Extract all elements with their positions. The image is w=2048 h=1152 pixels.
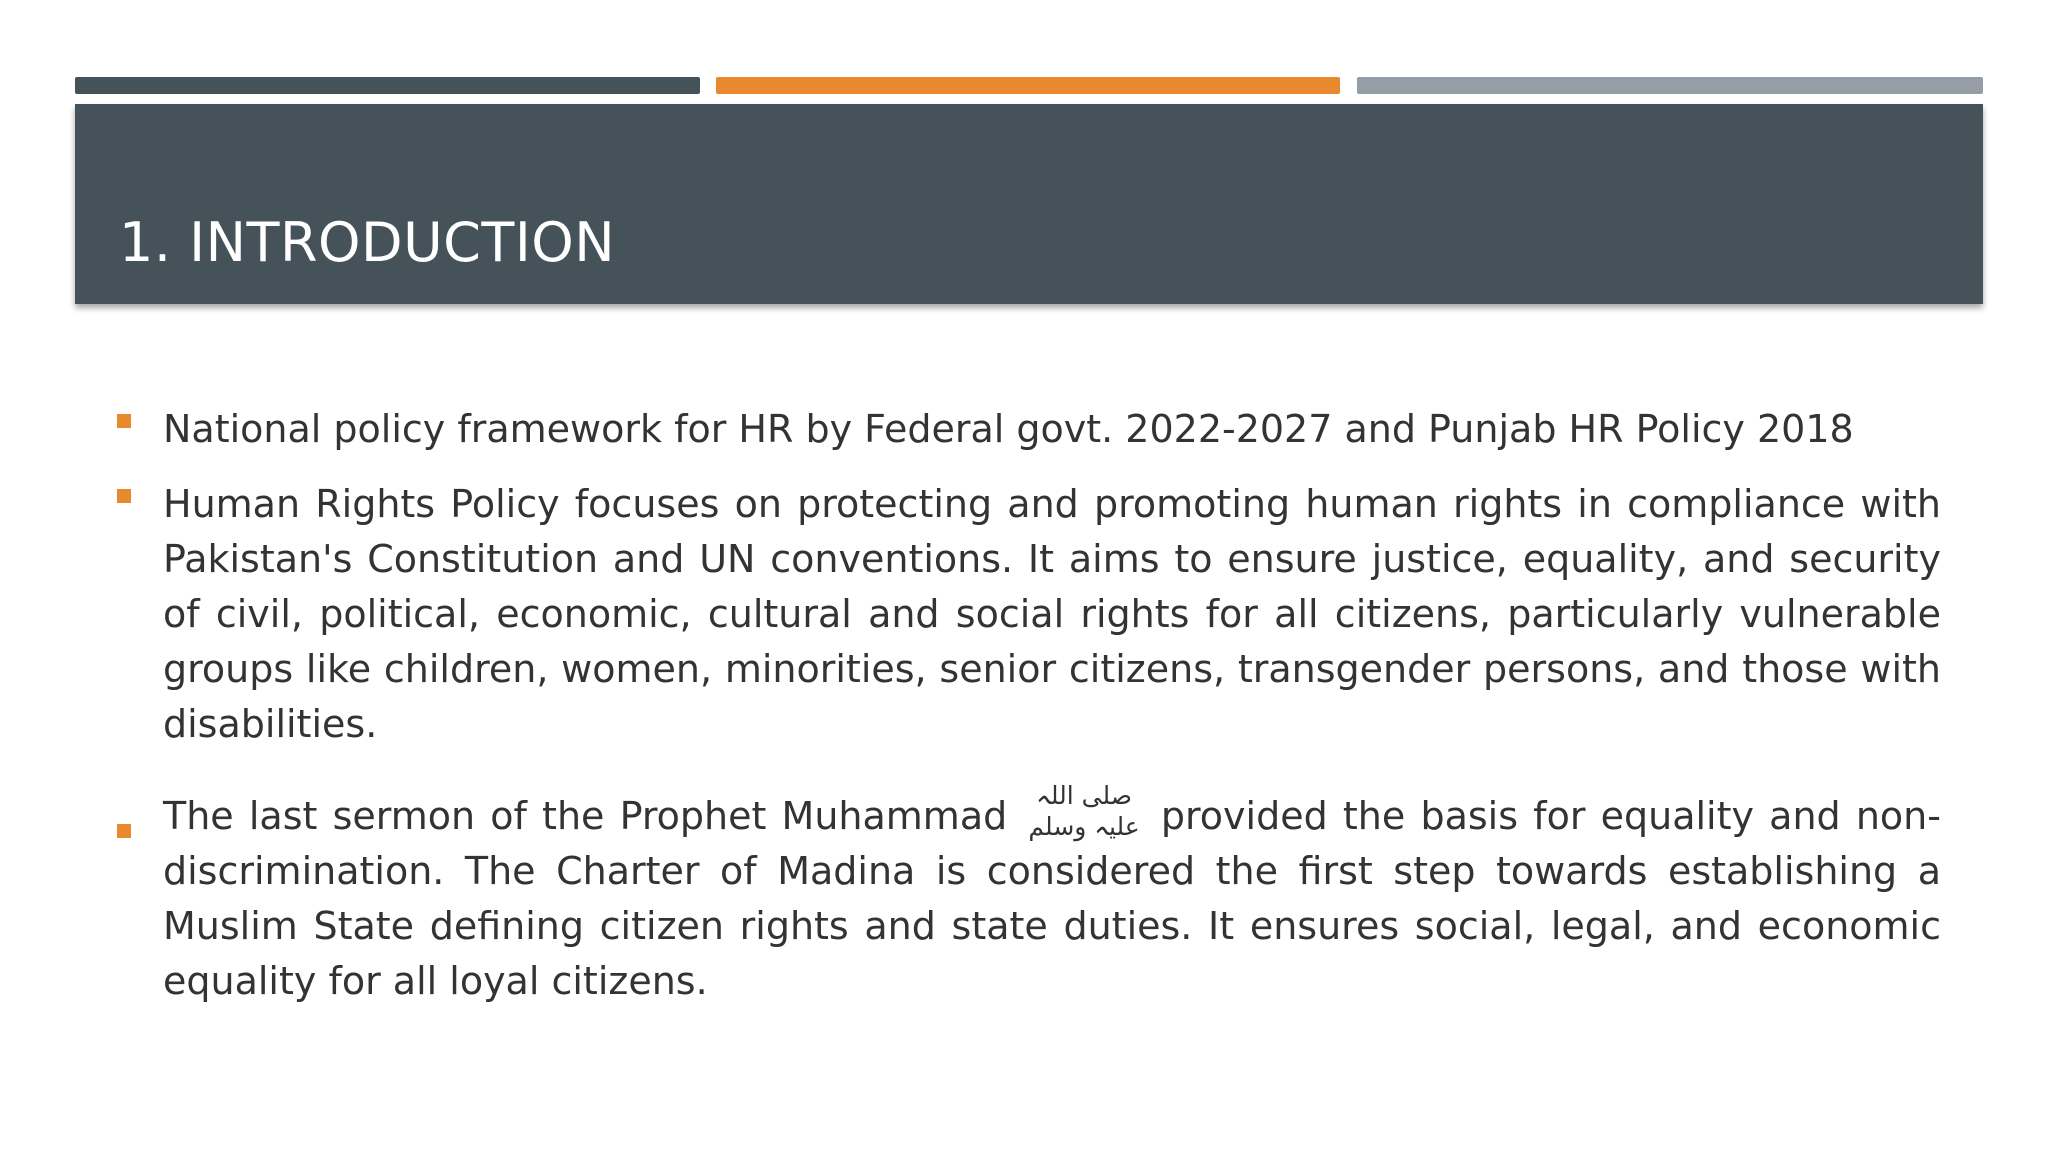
title-banner	[75, 104, 1983, 304]
bullet-item	[115, 402, 1941, 457]
square-bullet-icon	[117, 414, 131, 428]
honorific-top: صلی اللہ	[1036, 781, 1132, 810]
honorific-text	[1028, 780, 1139, 842]
honorific-bottom: علیہ وسلم	[1028, 812, 1140, 841]
accent-bar-gray	[1357, 77, 1983, 94]
bullet-text: Human Rights Policy focuses on protecting and promoting human rights in compliance with Pakistan's Constitution and UN conventions. It aims to ensure justice, equality, and security of civil, political, economic, cultural and social rights for all citizens, particularly vulnerable groups like children, women, minorities, senior citizens, transgender persons, and those with disabilities.	[163, 482, 1941, 746]
square-bullet-icon	[117, 824, 131, 838]
slide-title: 1. INTRODUCTION	[119, 211, 616, 274]
accent-bar-dark	[75, 77, 700, 94]
bullet-list	[115, 402, 1941, 1009]
square-bullet-icon	[117, 489, 131, 503]
accent-bar-orange	[716, 77, 1340, 94]
bullet-item	[115, 477, 1941, 752]
bullet-text-before: The last sermon of the Prophet Muhammad	[163, 794, 1008, 838]
bullet-text-after: provided the basis for equality and non-discrimination. The Charter of Madina is considered the first step towards establishing a Muslim State defining citizen rights and state duties. It ensures social, legal, and economic equality for all loyal citizens.	[163, 794, 1941, 1003]
bullet-text: National policy framework for HR by Federal govt. 2022-2027 and Punjab HR Policy 2018	[163, 407, 1854, 451]
bullet-item	[115, 780, 1941, 1009]
